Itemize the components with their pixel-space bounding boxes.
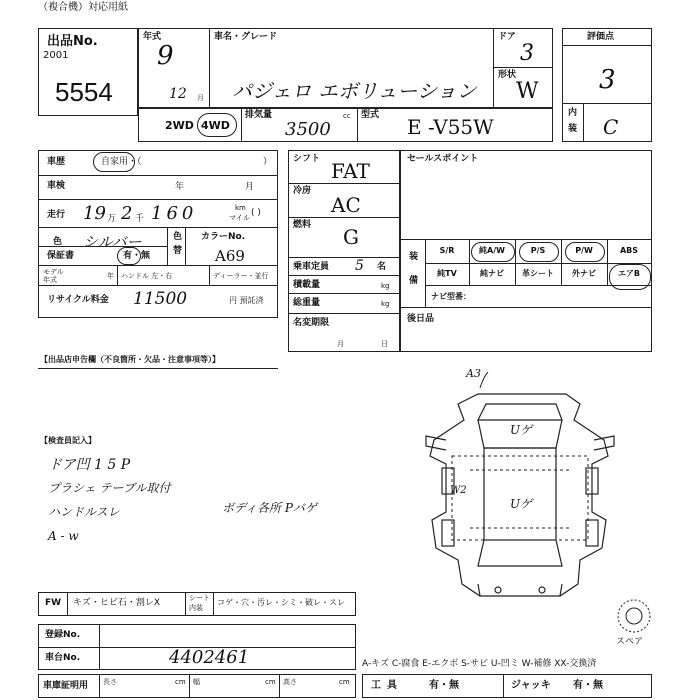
mileage-label: 走行 (47, 210, 66, 220)
exhibit-small-number: 2001 (43, 50, 69, 61)
shift-label: シフト (293, 154, 321, 164)
model-label: 型式 (361, 110, 380, 120)
ac-value: AC (331, 193, 361, 217)
equipment-abs: ABS (619, 246, 639, 255)
tools-label: 工具 (371, 680, 403, 691)
year-label: 年式 (143, 32, 162, 42)
cert-height-unit: cm (339, 678, 350, 686)
equipment-leather-seat: 革シート (522, 269, 554, 278)
color-value: シルバー (83, 233, 142, 251)
garage-cert-row (38, 674, 356, 698)
recycle-value: 11500 (133, 289, 188, 309)
diagram-mark-side-dent: Uゲ (510, 497, 533, 511)
diagram-mark-w2: W2 (450, 485, 467, 496)
seat-condition-text: コゲ・穴・汚レ・シミ・破レ・スレ (217, 598, 345, 607)
equipment-airbag: エアB (617, 269, 641, 278)
inspection-year-unit: 年 (175, 182, 185, 192)
recycle-label: リサイクル料金 (47, 295, 109, 305)
mileage-unit-mile: マイル (229, 214, 250, 222)
capacity-unit: 名 (377, 262, 387, 272)
cert-width-label: 幅 (193, 678, 200, 686)
equipment-sunroof: S/R (439, 246, 455, 255)
mileage-paren: ( ) (251, 208, 261, 218)
tools-value: 有・無 (429, 680, 459, 691)
door-label: ドア (498, 32, 516, 42)
displacement-value: 3500 (285, 119, 331, 140)
color-side-1: 色 (173, 232, 183, 242)
displacement-label: 排気量 (245, 110, 273, 120)
color-no-label: カラーNo. (201, 232, 246, 242)
year-month: 12 (169, 86, 187, 102)
door-value: 3 (520, 41, 534, 66)
equipment-label-2: 備 (409, 276, 419, 286)
history-close: ） (263, 157, 273, 167)
equipment-power-steering: P/S (530, 246, 546, 255)
jack-label: ジャッキ (511, 680, 551, 691)
shift-value: FAT (331, 159, 370, 183)
rating-label: 評価点 (587, 32, 615, 42)
interior-label-2: 装 (568, 124, 578, 134)
exhibit-label: 出品No. (47, 34, 98, 49)
drive-2wd: 2WD (165, 119, 194, 132)
chassis-number: 4402461 (169, 647, 250, 668)
interior-label-1: 内 (568, 108, 578, 118)
total-weight-label: 総重量 (293, 298, 321, 308)
cert-width-unit: cm (265, 678, 276, 686)
model-year-unit: 年 (107, 272, 114, 280)
fw-label: FW (45, 598, 62, 608)
equipment-aftermarket-navi: 外ナビ (572, 269, 596, 278)
spare-tire-label: スペア (616, 637, 644, 647)
inspector-side-note: ボディ各所 Pバゲ (222, 501, 317, 515)
tools-jack-row (362, 674, 652, 698)
rename-day-unit: 日 (381, 340, 388, 348)
history-label: 車歴 (47, 157, 66, 167)
inspector-note-3: ハンドルスレ (48, 505, 120, 519)
seat-label-1: シート (189, 594, 210, 602)
exhibit-number: 5554 (55, 77, 113, 107)
model-year-label-2: 年式 (43, 276, 57, 284)
shape-value: W (516, 79, 539, 104)
fw-row (38, 592, 356, 616)
navi-model-label: ナビ型番： (431, 292, 471, 301)
load-unit: kg (381, 282, 390, 290)
chassis-label: 車台No. (45, 653, 81, 663)
color-number: A69 (215, 247, 245, 265)
diagram-mark-a3: A3 (466, 367, 481, 380)
registration-label: 登録No. (45, 630, 81, 640)
interior-value: C (603, 115, 619, 139)
recycle-unit: 円 預託済 (229, 296, 264, 305)
inspector-label: 【検査員記入】 (40, 436, 96, 445)
warranty-label: 保証書 (47, 251, 75, 261)
model-value: E -V55W (407, 115, 494, 139)
cert-length-unit: cm (175, 678, 186, 686)
inspector-note-1: ドア凹 1 5 P (48, 457, 131, 473)
handle-side: ハンドル 左・右 (121, 272, 173, 280)
fw-text: キズ・ヒビ石・割レX (73, 598, 160, 608)
inspector-note-4: A - w (48, 529, 79, 543)
fuel-value: G (343, 225, 359, 249)
drive-4wd: 4WD (201, 119, 230, 132)
ac-label: 冷房 (293, 186, 312, 196)
month-unit: 月 (197, 94, 204, 102)
damage-legend: A-キズ C-腐食 E-エクボ S-サビ U-凹ミ W-補修 XX-交換済 (362, 659, 597, 669)
seat-label-2: 内装 (189, 604, 203, 612)
cert-length-label: 長さ (103, 678, 117, 686)
equipment-genuine-navi: 純ナビ (480, 269, 504, 278)
dealer-type: ディーラー・並行 (213, 272, 269, 280)
color-label: 色 (53, 237, 63, 247)
equipment-power-windows: P/W (575, 246, 593, 255)
registration-block (38, 624, 356, 670)
equipment-label-1: 装 (409, 252, 419, 262)
jack-value: 有・無 (573, 680, 603, 691)
car-name-value: パジェロ エボリューション (232, 79, 477, 103)
sales-point-label: セールスポイント (407, 154, 479, 164)
combined-machine-label: （複合機）対応用紙 (38, 2, 128, 13)
mileage-v1: 19 (83, 203, 106, 224)
inspection-month-unit: 月 (245, 182, 255, 192)
mileage-v3: 160 (151, 203, 198, 224)
diagram-mark-top-dent: Uゲ (510, 423, 533, 437)
car-name-label: 車名・グレード (214, 32, 278, 42)
equipment-tv: 純TV (437, 269, 457, 278)
mileage-unit-man: 万 (107, 214, 117, 224)
color-side-2: 替 (173, 246, 183, 256)
displacement-unit: cc (343, 112, 351, 120)
total-weight-unit: kg (381, 300, 390, 308)
garage-cert-label: 車庫証明用 (43, 681, 89, 691)
inspection-label: 車検 (47, 181, 66, 191)
mileage-v2: 2 (121, 203, 133, 224)
equipment-alloy-wheels: 純A/W (479, 246, 505, 255)
mileage-unit-sen: 千 (135, 214, 145, 224)
warranty-value: 有・無 (123, 251, 151, 261)
capacity-label: 乗車定員 (293, 262, 330, 272)
inspector-note-2: プラシェ テーブル取付 (48, 481, 171, 495)
rating-value: 3 (599, 65, 616, 95)
rename-month-unit: 月 (337, 340, 344, 348)
seller-notice-label: 【出品店申告欄（不良箇所・欠品・注意事項等）】 (40, 355, 220, 364)
later-day-label: 後日品 (407, 314, 435, 324)
load-label: 積載量 (293, 280, 321, 290)
fuel-label: 燃料 (293, 220, 312, 230)
model-year-label-1: モデル (43, 268, 64, 276)
capacity-value: 5 (355, 258, 364, 274)
shape-label: 形状 (498, 70, 517, 80)
history-value: 自家用・（ (101, 157, 142, 167)
cert-height-label: 高さ (283, 678, 297, 686)
mileage-unit-km: km (235, 204, 246, 212)
year-value: 9 (157, 41, 174, 71)
rename-label: 名変期限 (293, 318, 330, 328)
